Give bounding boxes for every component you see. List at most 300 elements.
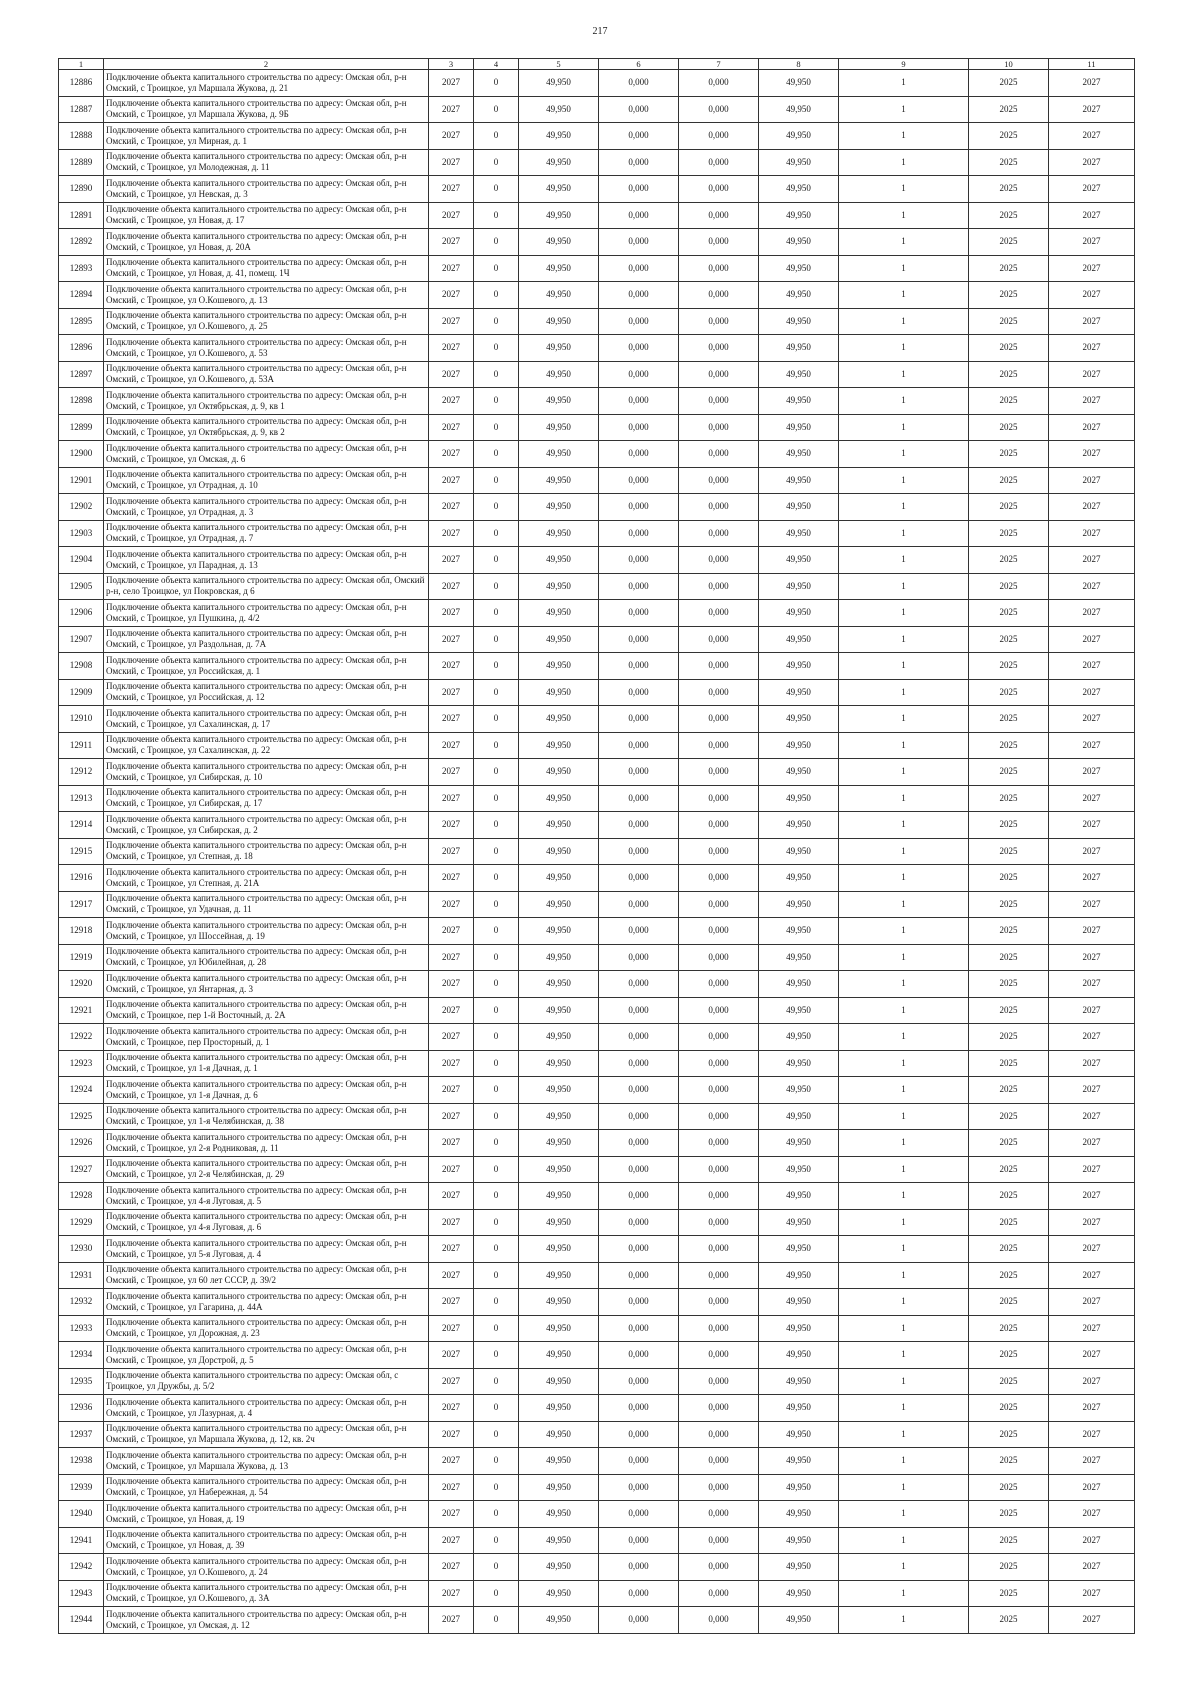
table-row xyxy=(59,149,1135,176)
col4-value-cell: 0 xyxy=(474,1607,519,1634)
col5-value-cell: 49,950 xyxy=(519,1580,599,1607)
col6-value-cell: 0,000 xyxy=(599,626,679,653)
year-cell: 2027 xyxy=(429,1368,474,1395)
col8-value-cell: 49,950 xyxy=(759,1501,839,1528)
table-row xyxy=(59,600,1135,627)
description-cell: Подключение объекта капитального строительства по адресу: Омская обл, р-н Омский, с Троицкое, ул Омская, д. 6 xyxy=(104,441,429,468)
start-year-cell: 2025 xyxy=(969,865,1049,892)
start-year-cell: 2025 xyxy=(969,255,1049,282)
year-cell: 2027 xyxy=(429,891,474,918)
start-year-cell: 2025 xyxy=(969,1421,1049,1448)
col9-value-cell: 1 xyxy=(839,96,969,123)
col5-value-cell: 49,950 xyxy=(519,361,599,388)
row-number-cell: 12908 xyxy=(59,653,104,680)
row-number-cell: 12889 xyxy=(59,149,104,176)
col9-value-cell: 1 xyxy=(839,1262,969,1289)
start-year-cell: 2025 xyxy=(969,361,1049,388)
start-year-cell: 2025 xyxy=(969,1368,1049,1395)
row-number-cell: 12929 xyxy=(59,1209,104,1236)
col7-value-cell: 0,000 xyxy=(679,1448,759,1475)
description-cell: Подключение объекта капитального строительства по адресу: Омская обл, р-н Омский, с Троицкое, ул Октябрьская, д. 9, кв 1 xyxy=(104,388,429,415)
col4-value-cell: 0 xyxy=(474,547,519,574)
col5-value-cell: 49,950 xyxy=(519,229,599,256)
col9-value-cell: 1 xyxy=(839,123,969,150)
col5-value-cell: 49,950 xyxy=(519,1527,599,1554)
col8-value-cell: 49,950 xyxy=(759,123,839,150)
table-row xyxy=(59,361,1135,388)
col7-value-cell: 0,000 xyxy=(679,308,759,335)
description-cell: Подключение объекта капитального строительства по адресу: Омская обл, р-н Омский, с Троицкое, ул Сахалинская, д. 17 xyxy=(104,706,429,733)
col8-value-cell: 49,950 xyxy=(759,1368,839,1395)
col7-value-cell: 0,000 xyxy=(679,944,759,971)
col6-value-cell: 0,000 xyxy=(599,971,679,998)
end-year-cell: 2027 xyxy=(1049,1262,1135,1289)
end-year-cell: 2027 xyxy=(1049,679,1135,706)
col6-value-cell: 0,000 xyxy=(599,96,679,123)
year-cell: 2027 xyxy=(429,918,474,945)
col6-value-cell: 0,000 xyxy=(599,918,679,945)
col9-value-cell: 1 xyxy=(839,1527,969,1554)
start-year-cell: 2025 xyxy=(969,1607,1049,1634)
start-year-cell: 2025 xyxy=(969,971,1049,998)
col9-value-cell: 1 xyxy=(839,997,969,1024)
row-number-cell: 12933 xyxy=(59,1315,104,1342)
end-year-cell: 2027 xyxy=(1049,706,1135,733)
year-cell: 2027 xyxy=(429,971,474,998)
start-year-cell: 2025 xyxy=(969,1342,1049,1369)
table-row xyxy=(59,1130,1135,1157)
col9-value-cell: 1 xyxy=(839,282,969,309)
year-cell: 2027 xyxy=(429,838,474,865)
col7-value-cell: 0,000 xyxy=(679,176,759,203)
col6-value-cell: 0,000 xyxy=(599,176,679,203)
col4-value-cell: 0 xyxy=(474,414,519,441)
col4-value-cell: 0 xyxy=(474,1448,519,1475)
table-row xyxy=(59,1050,1135,1077)
row-number-cell: 12907 xyxy=(59,626,104,653)
end-year-cell: 2027 xyxy=(1049,1527,1135,1554)
start-year-cell: 2025 xyxy=(969,282,1049,309)
table-row xyxy=(59,1368,1135,1395)
year-cell: 2027 xyxy=(429,1580,474,1607)
col7-value-cell: 0,000 xyxy=(679,1183,759,1210)
col5-value-cell: 49,950 xyxy=(519,679,599,706)
col8-value-cell: 49,950 xyxy=(759,494,839,521)
year-cell: 2027 xyxy=(429,653,474,680)
row-number-cell: 12912 xyxy=(59,759,104,786)
col7-value-cell: 0,000 xyxy=(679,1050,759,1077)
col9-value-cell: 1 xyxy=(839,308,969,335)
col8-value-cell: 49,950 xyxy=(759,732,839,759)
col9-value-cell: 1 xyxy=(839,706,969,733)
table-row xyxy=(59,1554,1135,1581)
row-number-cell: 12895 xyxy=(59,308,104,335)
col8-value-cell: 49,950 xyxy=(759,1262,839,1289)
col9-value-cell: 1 xyxy=(839,1103,969,1130)
col6-value-cell: 0,000 xyxy=(599,441,679,468)
year-cell: 2027 xyxy=(429,865,474,892)
col4-value-cell: 0 xyxy=(474,891,519,918)
row-number-cell: 12927 xyxy=(59,1156,104,1183)
col6-value-cell: 0,000 xyxy=(599,1368,679,1395)
end-year-cell: 2027 xyxy=(1049,1368,1135,1395)
col4-value-cell: 0 xyxy=(474,1474,519,1501)
end-year-cell: 2027 xyxy=(1049,1342,1135,1369)
start-year-cell: 2025 xyxy=(969,1077,1049,1104)
col6-value-cell: 0,000 xyxy=(599,1448,679,1475)
year-cell: 2027 xyxy=(429,1448,474,1475)
col5-value-cell: 49,950 xyxy=(519,997,599,1024)
year-cell: 2027 xyxy=(429,997,474,1024)
row-number-cell: 12931 xyxy=(59,1262,104,1289)
col4-value-cell: 0 xyxy=(474,388,519,415)
col6-value-cell: 0,000 xyxy=(599,308,679,335)
row-number-cell: 12906 xyxy=(59,600,104,627)
start-year-cell: 2025 xyxy=(969,997,1049,1024)
year-cell: 2027 xyxy=(429,547,474,574)
start-year-cell: 2025 xyxy=(969,441,1049,468)
col6-value-cell: 0,000 xyxy=(599,1501,679,1528)
col7-value-cell: 0,000 xyxy=(679,1554,759,1581)
col4-value-cell: 0 xyxy=(474,308,519,335)
row-number-cell: 12913 xyxy=(59,785,104,812)
end-year-cell: 2027 xyxy=(1049,573,1135,600)
table-row xyxy=(59,335,1135,362)
col6-value-cell: 0,000 xyxy=(599,1607,679,1634)
col9-value-cell: 1 xyxy=(839,1554,969,1581)
col8-value-cell: 49,950 xyxy=(759,653,839,680)
year-cell: 2027 xyxy=(429,414,474,441)
col4-value-cell: 0 xyxy=(474,732,519,759)
col7-value-cell: 0,000 xyxy=(679,70,759,97)
col5-value-cell: 49,950 xyxy=(519,1236,599,1263)
description-cell: Подключение объекта капитального строительства по адресу: Омская обл, р-н Омский, с Троицкое, ул Дорожная, д. 23 xyxy=(104,1315,429,1342)
col8-value-cell: 49,950 xyxy=(759,255,839,282)
col5-value-cell: 49,950 xyxy=(519,441,599,468)
col4-value-cell: 0 xyxy=(474,812,519,839)
col9-value-cell: 1 xyxy=(839,1395,969,1422)
column-header-1: 1 xyxy=(59,59,104,70)
col9-value-cell: 1 xyxy=(839,388,969,415)
description-cell: Подключение объекта капитального строительства по адресу: Омская обл, р-н Омский, с Троицкое, ул Отрадная, д. 10 xyxy=(104,467,429,494)
column-header-9: 9 xyxy=(839,59,969,70)
col8-value-cell: 49,950 xyxy=(759,1024,839,1051)
col4-value-cell: 0 xyxy=(474,361,519,388)
year-cell: 2027 xyxy=(429,1607,474,1634)
col4-value-cell: 0 xyxy=(474,865,519,892)
col5-value-cell: 49,950 xyxy=(519,759,599,786)
table-body xyxy=(59,70,1135,1634)
col8-value-cell: 49,950 xyxy=(759,229,839,256)
description-cell: Подключение объекта капитального строительства по адресу: Омская обл, р-н Омский, с Троицкое, ул Пушкина, д. 4/2 xyxy=(104,600,429,627)
col4-value-cell: 0 xyxy=(474,1050,519,1077)
col7-value-cell: 0,000 xyxy=(679,1130,759,1157)
year-cell: 2027 xyxy=(429,282,474,309)
col6-value-cell: 0,000 xyxy=(599,891,679,918)
col7-value-cell: 0,000 xyxy=(679,812,759,839)
col7-value-cell: 0,000 xyxy=(679,971,759,998)
col5-value-cell: 49,950 xyxy=(519,176,599,203)
end-year-cell: 2027 xyxy=(1049,123,1135,150)
description-cell: Подключение объекта капитального строительства по адресу: Омская обл, р-н Омский, с Троицкое, ул Отрадная, д. 3 xyxy=(104,494,429,521)
col6-value-cell: 0,000 xyxy=(599,1024,679,1051)
col6-value-cell: 0,000 xyxy=(599,494,679,521)
col4-value-cell: 0 xyxy=(474,255,519,282)
end-year-cell: 2027 xyxy=(1049,1501,1135,1528)
col8-value-cell: 49,950 xyxy=(759,1448,839,1475)
end-year-cell: 2027 xyxy=(1049,547,1135,574)
col7-value-cell: 0,000 xyxy=(679,573,759,600)
col9-value-cell: 1 xyxy=(839,547,969,574)
description-cell: Подключение объекта капитального строительства по адресу: Омская обл, р-н Омский, с Троицкое, ул Новая, д. 41, помещ. 1Ч xyxy=(104,255,429,282)
description-cell: Подключение объекта капитального строительства по адресу: Омская обл, р-н Омский, с Троицкое, ул 1-я Дачная, д. 1 xyxy=(104,1050,429,1077)
start-year-cell: 2025 xyxy=(969,1156,1049,1183)
year-cell: 2027 xyxy=(429,706,474,733)
col5-value-cell: 49,950 xyxy=(519,149,599,176)
description-cell: Подключение объекта капитального строительства по адресу: Омская обл, р-н Омский, с Троицкое, пер Просторный, д. 1 xyxy=(104,1024,429,1051)
col6-value-cell: 0,000 xyxy=(599,70,679,97)
year-cell: 2027 xyxy=(429,573,474,600)
description-cell: Подключение объекта капитального строительства по адресу: Омская обл, р-н Омский, с Троицкое, ул Шоссейная, д. 19 xyxy=(104,918,429,945)
description-cell: Подключение объекта капитального строительства по адресу: Омская обл, р-н Омский, с Троицкое, ул 1-я Челябинская, д. 38 xyxy=(104,1103,429,1130)
year-cell: 2027 xyxy=(429,255,474,282)
start-year-cell: 2025 xyxy=(969,1130,1049,1157)
col4-value-cell: 0 xyxy=(474,1527,519,1554)
description-cell: Подключение объекта капитального строительства по адресу: Омская обл, р-н Омский, с Троицкое, ул Сибирская, д. 10 xyxy=(104,759,429,786)
col7-value-cell: 0,000 xyxy=(679,1474,759,1501)
description-cell: Подключение объекта капитального строительства по адресу: Омская обл, р-н Омский, с Троицкое, ул Лазурная, д. 4 xyxy=(104,1395,429,1422)
col8-value-cell: 49,950 xyxy=(759,149,839,176)
end-year-cell: 2027 xyxy=(1049,70,1135,97)
start-year-cell: 2025 xyxy=(969,1209,1049,1236)
start-year-cell: 2025 xyxy=(969,1395,1049,1422)
col5-value-cell: 49,950 xyxy=(519,1289,599,1316)
col4-value-cell: 0 xyxy=(474,944,519,971)
description-cell: Подключение объекта капитального строительства по адресу: Омская обл, р-н Омский, с Троицкое, ул Маршала Жукова, д. 13 xyxy=(104,1448,429,1475)
table-row xyxy=(59,282,1135,309)
description-cell: Подключение объекта капитального строительства по адресу: Омская обл, р-н Омский, с Троицкое, ул Сибирская, д. 2 xyxy=(104,812,429,839)
col8-value-cell: 49,950 xyxy=(759,308,839,335)
col8-value-cell: 49,950 xyxy=(759,785,839,812)
year-cell: 2027 xyxy=(429,600,474,627)
row-number-cell: 12935 xyxy=(59,1368,104,1395)
col9-value-cell: 1 xyxy=(839,865,969,892)
end-year-cell: 2027 xyxy=(1049,1448,1135,1475)
description-cell: Подключение объекта капитального строительства по адресу: Омская обл, р-н Омский, с Троицкое, ул Степная, д. 21А xyxy=(104,865,429,892)
start-year-cell: 2025 xyxy=(969,706,1049,733)
description-cell: Подключение объекта капитального строительства по адресу: Омская обл, р-н Омский, с Троицкое, ул Гагарина, д. 44А xyxy=(104,1289,429,1316)
start-year-cell: 2025 xyxy=(969,494,1049,521)
row-number-cell: 12903 xyxy=(59,520,104,547)
row-number-cell: 12928 xyxy=(59,1183,104,1210)
col4-value-cell: 0 xyxy=(474,573,519,600)
col6-value-cell: 0,000 xyxy=(599,467,679,494)
table-row xyxy=(59,1156,1135,1183)
column-header-3: 3 xyxy=(429,59,474,70)
year-cell: 2027 xyxy=(429,176,474,203)
column-header-8: 8 xyxy=(759,59,839,70)
col9-value-cell: 1 xyxy=(839,732,969,759)
end-year-cell: 2027 xyxy=(1049,494,1135,521)
col8-value-cell: 49,950 xyxy=(759,944,839,971)
col9-value-cell: 1 xyxy=(839,1289,969,1316)
start-year-cell: 2025 xyxy=(969,1289,1049,1316)
row-number-cell: 12900 xyxy=(59,441,104,468)
col9-value-cell: 1 xyxy=(839,653,969,680)
col4-value-cell: 0 xyxy=(474,971,519,998)
description-cell: Подключение объекта капитального строительства по адресу: Омская обл, р-н Омский, с Троицкое, ул Новая, д. 17 xyxy=(104,202,429,229)
col6-value-cell: 0,000 xyxy=(599,1209,679,1236)
description-cell: Подключение объекта капитального строительства по адресу: Омская обл, р-н Омский, с Троицкое, ул О.Кошевого, д. 24 xyxy=(104,1554,429,1581)
table-row xyxy=(59,1421,1135,1448)
col7-value-cell: 0,000 xyxy=(679,1103,759,1130)
year-cell: 2027 xyxy=(429,1474,474,1501)
col6-value-cell: 0,000 xyxy=(599,520,679,547)
col4-value-cell: 0 xyxy=(474,1501,519,1528)
year-cell: 2027 xyxy=(429,1395,474,1422)
row-number-cell: 12902 xyxy=(59,494,104,521)
col9-value-cell: 1 xyxy=(839,573,969,600)
data-table xyxy=(58,58,1135,1634)
col7-value-cell: 0,000 xyxy=(679,123,759,150)
col6-value-cell: 0,000 xyxy=(599,732,679,759)
description-cell: Подключение объекта капитального строительства по адресу: Омская обл, р-н Омский, с Троицкое, ул Маршала Жукова, д. 9Б xyxy=(104,96,429,123)
year-cell: 2027 xyxy=(429,149,474,176)
col8-value-cell: 49,950 xyxy=(759,997,839,1024)
row-number-cell: 12934 xyxy=(59,1342,104,1369)
table-row xyxy=(59,838,1135,865)
table-row xyxy=(59,1103,1135,1130)
col8-value-cell: 49,950 xyxy=(759,1527,839,1554)
table-row xyxy=(59,494,1135,521)
end-year-cell: 2027 xyxy=(1049,1050,1135,1077)
year-cell: 2027 xyxy=(429,494,474,521)
col5-value-cell: 49,950 xyxy=(519,520,599,547)
description-cell: Подключение объекта капитального строительства по адресу: Омская обл, с Троицкое, ул Дружбы, д. 5/2 xyxy=(104,1368,429,1395)
year-cell: 2027 xyxy=(429,361,474,388)
end-year-cell: 2027 xyxy=(1049,1554,1135,1581)
col7-value-cell: 0,000 xyxy=(679,706,759,733)
year-cell: 2027 xyxy=(429,1262,474,1289)
col9-value-cell: 1 xyxy=(839,1315,969,1342)
col4-value-cell: 0 xyxy=(474,1130,519,1157)
col5-value-cell: 49,950 xyxy=(519,785,599,812)
col4-value-cell: 0 xyxy=(474,918,519,945)
col7-value-cell: 0,000 xyxy=(679,732,759,759)
col4-value-cell: 0 xyxy=(474,96,519,123)
col4-value-cell: 0 xyxy=(474,1368,519,1395)
col5-value-cell: 49,950 xyxy=(519,1501,599,1528)
col9-value-cell: 1 xyxy=(839,335,969,362)
col6-value-cell: 0,000 xyxy=(599,361,679,388)
description-cell: Подключение объекта капитального строительства по адресу: Омская обл, р-н Омский, с Троицкое, ул Набережная, д. 54 xyxy=(104,1474,429,1501)
col4-value-cell: 0 xyxy=(474,1156,519,1183)
col4-value-cell: 0 xyxy=(474,1024,519,1051)
col9-value-cell: 1 xyxy=(839,891,969,918)
start-year-cell: 2025 xyxy=(969,838,1049,865)
col9-value-cell: 1 xyxy=(839,520,969,547)
row-number-cell: 12894 xyxy=(59,282,104,309)
col5-value-cell: 49,950 xyxy=(519,123,599,150)
col7-value-cell: 0,000 xyxy=(679,520,759,547)
row-number-cell: 12916 xyxy=(59,865,104,892)
column-header-11: 11 xyxy=(1049,59,1135,70)
row-number-cell: 12910 xyxy=(59,706,104,733)
col7-value-cell: 0,000 xyxy=(679,96,759,123)
col9-value-cell: 1 xyxy=(839,1183,969,1210)
col8-value-cell: 49,950 xyxy=(759,1395,839,1422)
col5-value-cell: 49,950 xyxy=(519,1156,599,1183)
col7-value-cell: 0,000 xyxy=(679,282,759,309)
description-cell: Подключение объекта капитального строительства по адресу: Омская обл, р-н Омский, с Троицкое, ул О.Кошевого, д. 13 xyxy=(104,282,429,309)
row-number-cell: 12923 xyxy=(59,1050,104,1077)
col6-value-cell: 0,000 xyxy=(599,653,679,680)
description-cell: Подключение объекта капитального строительства по адресу: Омская обл, р-н Омский, с Троицкое, ул Новая, д. 20А xyxy=(104,229,429,256)
col8-value-cell: 49,950 xyxy=(759,1183,839,1210)
start-year-cell: 2025 xyxy=(969,547,1049,574)
col5-value-cell: 49,950 xyxy=(519,414,599,441)
year-cell: 2027 xyxy=(429,626,474,653)
end-year-cell: 2027 xyxy=(1049,1103,1135,1130)
end-year-cell: 2027 xyxy=(1049,1130,1135,1157)
year-cell: 2027 xyxy=(429,202,474,229)
col5-value-cell: 49,950 xyxy=(519,1448,599,1475)
table-row xyxy=(59,865,1135,892)
col7-value-cell: 0,000 xyxy=(679,1289,759,1316)
col7-value-cell: 0,000 xyxy=(679,1236,759,1263)
col6-value-cell: 0,000 xyxy=(599,1289,679,1316)
col5-value-cell: 49,950 xyxy=(519,838,599,865)
col7-value-cell: 0,000 xyxy=(679,467,759,494)
col7-value-cell: 0,000 xyxy=(679,1156,759,1183)
row-number-cell: 12893 xyxy=(59,255,104,282)
description-cell: Подключение объекта капитального строительства по адресу: Омская обл, р-н Омский, с Троицкое, ул 60 лет СССР, д. 39/2 xyxy=(104,1262,429,1289)
table-row xyxy=(59,626,1135,653)
col5-value-cell: 49,950 xyxy=(519,1474,599,1501)
year-cell: 2027 xyxy=(429,785,474,812)
table-row xyxy=(59,467,1135,494)
col9-value-cell: 1 xyxy=(839,1209,969,1236)
col9-value-cell: 1 xyxy=(839,838,969,865)
row-number-cell: 12930 xyxy=(59,1236,104,1263)
col7-value-cell: 0,000 xyxy=(679,1024,759,1051)
start-year-cell: 2025 xyxy=(969,679,1049,706)
start-year-cell: 2025 xyxy=(969,1501,1049,1528)
col9-value-cell: 1 xyxy=(839,176,969,203)
description-cell: Подключение объекта капитального строительства по адресу: Омская обл, р-н Омский, с Троицкое, ул Невская, д. 3 xyxy=(104,176,429,203)
col4-value-cell: 0 xyxy=(474,706,519,733)
col4-value-cell: 0 xyxy=(474,1209,519,1236)
start-year-cell: 2025 xyxy=(969,600,1049,627)
end-year-cell: 2027 xyxy=(1049,600,1135,627)
row-number-cell: 12892 xyxy=(59,229,104,256)
start-year-cell: 2025 xyxy=(969,785,1049,812)
col4-value-cell: 0 xyxy=(474,1315,519,1342)
col5-value-cell: 49,950 xyxy=(519,1368,599,1395)
col8-value-cell: 49,950 xyxy=(759,1474,839,1501)
end-year-cell: 2027 xyxy=(1049,759,1135,786)
col8-value-cell: 49,950 xyxy=(759,335,839,362)
row-number-cell: 12939 xyxy=(59,1474,104,1501)
col6-value-cell: 0,000 xyxy=(599,1130,679,1157)
row-number-cell: 12944 xyxy=(59,1607,104,1634)
col6-value-cell: 0,000 xyxy=(599,202,679,229)
end-year-cell: 2027 xyxy=(1049,282,1135,309)
col5-value-cell: 49,950 xyxy=(519,971,599,998)
col6-value-cell: 0,000 xyxy=(599,997,679,1024)
end-year-cell: 2027 xyxy=(1049,335,1135,362)
col5-value-cell: 49,950 xyxy=(519,944,599,971)
